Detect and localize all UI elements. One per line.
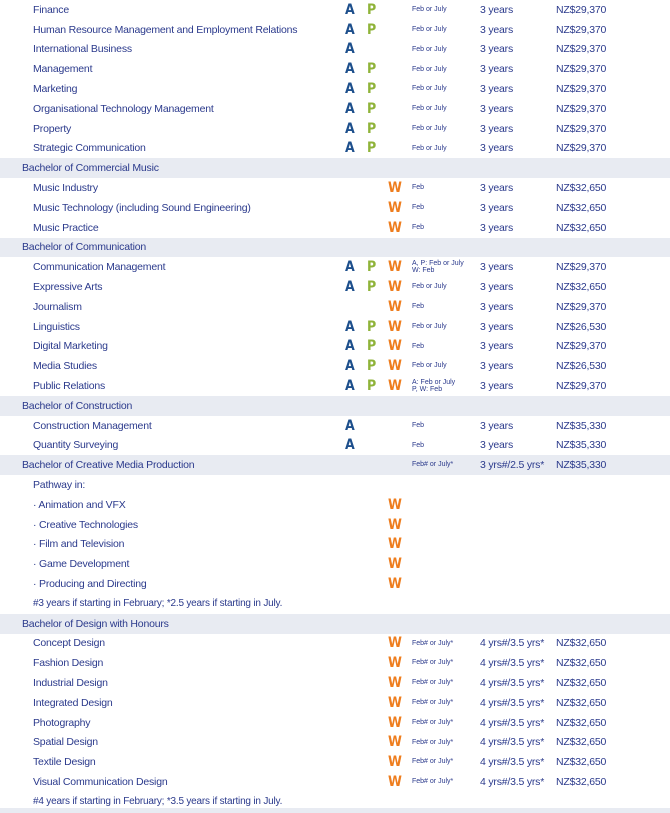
fee-cell: NZ$35,330 xyxy=(556,459,607,472)
programme-name: Media Studies xyxy=(33,360,97,373)
programme-row xyxy=(0,198,670,218)
duration-cell: 4 yrs#/3.5 yrs* xyxy=(480,637,545,650)
programme-name: Expressive Arts xyxy=(33,281,103,294)
intake-cell: Feb# or July* xyxy=(412,738,454,746)
fee-cell: NZ$29,370 xyxy=(556,83,607,96)
programme-row xyxy=(0,20,670,40)
intake-cell: Feb or July xyxy=(412,105,447,113)
degree-header-row xyxy=(0,158,670,178)
campus-p-marker: P xyxy=(367,318,377,335)
fee-cell: NZ$35,330 xyxy=(556,439,607,452)
intake-cell: Feb or July xyxy=(412,65,447,73)
duration-cell: 4 yrs#/3.5 yrs* xyxy=(480,657,545,670)
duration-cell: 3 years xyxy=(480,419,514,432)
programme-name: International Business xyxy=(33,43,132,56)
intake-cell: Feb# or July* xyxy=(412,679,454,687)
campus-p-marker: P xyxy=(367,1,377,18)
campus-w-marker: W xyxy=(388,714,402,731)
fee-cell: NZ$32,650 xyxy=(556,696,607,709)
duration-cell: 3 years xyxy=(480,43,514,56)
programme-row xyxy=(0,515,670,535)
campus-w-marker: W xyxy=(388,556,402,573)
duration-cell: 3 years xyxy=(480,340,514,353)
programme-name: · Creative Technologies xyxy=(33,518,138,531)
programme-name: Digital Marketing xyxy=(33,340,108,353)
fee-cell: NZ$35,330 xyxy=(556,419,607,432)
fee-cell: NZ$29,370 xyxy=(556,261,607,274)
intake-cell: Feb xyxy=(412,204,425,212)
table-bottom-band xyxy=(0,808,670,813)
campus-a-marker: A xyxy=(345,21,355,38)
campus-w-marker: W xyxy=(388,259,402,276)
campus-w-marker: W xyxy=(388,338,402,355)
fee-cell: NZ$32,650 xyxy=(556,736,607,749)
fee-cell: NZ$32,650 xyxy=(556,182,607,195)
duration-cell: 3 years xyxy=(480,360,514,373)
campus-a-marker: A xyxy=(345,1,355,18)
intake-cell: Feb or July xyxy=(412,85,447,93)
programme-name: Visual Communication Design xyxy=(33,775,168,788)
duration-cell: 3 years xyxy=(480,300,514,313)
duration-cell: 4 yrs#/3.5 yrs* xyxy=(480,756,545,769)
intake-cell: Feb# or July* xyxy=(412,758,454,766)
programme-name: Human Resource Management and Employment Relations xyxy=(33,23,298,36)
duration-cell: 3 years xyxy=(480,102,514,115)
campus-w-marker: W xyxy=(388,694,402,711)
programme-row xyxy=(0,732,670,752)
programme-row xyxy=(0,554,670,574)
programme-name: · Game Development xyxy=(33,558,130,571)
campus-p-marker: P xyxy=(367,81,377,98)
programme-name: Construction Management xyxy=(33,419,152,432)
fee-cell: NZ$29,370 xyxy=(556,300,607,313)
programme-name: Music Technology (including Sound Engineering) xyxy=(33,201,251,214)
duration-cell: 4 yrs#/3.5 yrs* xyxy=(480,716,545,729)
campus-w-marker: W xyxy=(388,279,402,296)
programme-row xyxy=(0,713,670,733)
fee-cell: NZ$32,650 xyxy=(556,716,607,729)
programme-row xyxy=(0,772,670,792)
duration-cell: 3 years xyxy=(480,281,514,294)
programme-row xyxy=(0,634,670,654)
campus-w-marker: W xyxy=(388,773,402,790)
fee-cell: NZ$29,370 xyxy=(556,102,607,115)
intake-cell: A: Feb or July P, W: Feb xyxy=(412,378,456,394)
degree-header-row xyxy=(0,455,670,475)
fee-cell: NZ$32,650 xyxy=(556,676,607,689)
fee-cell: NZ$29,370 xyxy=(556,142,607,155)
campus-a-marker: A xyxy=(345,259,355,276)
campus-p-marker: P xyxy=(367,378,377,395)
intake-cell: Feb or July xyxy=(412,322,447,330)
fee-cell: NZ$29,370 xyxy=(556,122,607,135)
programme-row xyxy=(0,59,670,79)
campus-w-marker: W xyxy=(388,674,402,691)
programme-row xyxy=(0,79,670,99)
intake-cell: Feb# or July* xyxy=(412,659,454,667)
campus-w-marker: W xyxy=(388,358,402,375)
campus-p-marker: P xyxy=(367,259,377,276)
intake-cell: Feb# or July* xyxy=(412,639,454,647)
programme-name: Integrated Design xyxy=(33,696,113,709)
campus-p-marker: P xyxy=(367,21,377,38)
campus-a-marker: A xyxy=(345,378,355,395)
campus-a-marker: A xyxy=(345,318,355,335)
campus-a-marker: A xyxy=(345,338,355,355)
programme-name: Management xyxy=(33,63,93,76)
programme-row xyxy=(0,752,670,772)
intake-cell: Feb or July xyxy=(412,45,447,53)
duration-cell: 3 years xyxy=(480,201,514,214)
campus-p-marker: P xyxy=(367,358,377,375)
programme-row xyxy=(0,0,670,20)
programme-row xyxy=(0,99,670,119)
fee-cell: NZ$29,370 xyxy=(556,340,607,353)
fee-cell: NZ$32,650 xyxy=(556,657,607,670)
campus-p-marker: P xyxy=(367,100,377,117)
degree-header-row xyxy=(0,614,670,634)
footnote-row xyxy=(0,594,670,614)
duration-cell: 4 yrs#/3.5 yrs* xyxy=(480,736,545,749)
campus-p-marker: P xyxy=(367,61,377,78)
programme-name: Quantity Surveying xyxy=(33,439,119,452)
campus-p-marker: P xyxy=(367,120,377,137)
programme-name: Finance xyxy=(33,3,69,16)
programme-name: Music Industry xyxy=(33,182,98,195)
intake-cell: Feb xyxy=(412,342,425,350)
duration-cell: 3 years xyxy=(480,142,514,155)
campus-a-marker: A xyxy=(345,358,355,375)
programme-name: Pathway in: xyxy=(33,479,86,492)
programme-row xyxy=(0,139,670,159)
degree-name: Bachelor of Construction xyxy=(22,399,133,412)
intake-cell: Feb xyxy=(412,184,425,192)
intake-cell: Feb xyxy=(412,441,425,449)
intake-cell: Feb or July xyxy=(412,362,447,370)
fee-cell: NZ$32,650 xyxy=(556,221,607,234)
campus-w-marker: W xyxy=(388,516,402,533)
intake-cell: Feb xyxy=(412,303,425,311)
programme-row xyxy=(0,178,670,198)
intake-cell: Feb# or July* xyxy=(412,778,454,786)
campus-w-marker: W xyxy=(388,496,402,513)
programme-row xyxy=(0,495,670,515)
campus-w-marker: W xyxy=(388,298,402,315)
fee-cell: NZ$29,370 xyxy=(556,63,607,76)
duration-cell: 3 years xyxy=(480,380,514,393)
footnote-text: #4 years if starting in February; *3.5 years if starting in July. xyxy=(33,796,283,808)
campus-a-marker: A xyxy=(345,279,355,296)
duration-cell: 3 years xyxy=(480,221,514,234)
duration-cell: 4 yrs#/3.5 yrs* xyxy=(480,696,545,709)
intake-cell: Feb or July xyxy=(412,144,447,152)
programme-row xyxy=(0,277,670,297)
programme-name: · Animation and VFX xyxy=(33,498,126,511)
intake-cell: Feb or July xyxy=(412,25,447,33)
programme-name: Strategic Communication xyxy=(33,142,146,155)
campus-a-marker: A xyxy=(345,417,355,434)
campus-w-marker: W xyxy=(388,180,402,197)
programme-name: Communication Management xyxy=(33,261,166,274)
programme-row xyxy=(0,297,670,317)
programme-row xyxy=(0,337,670,357)
degree-name: Bachelor of Creative Media Production xyxy=(22,459,195,472)
intake-cell: Feb xyxy=(412,223,425,231)
programme-row xyxy=(0,475,670,495)
duration-cell: 4 yrs#/3.5 yrs* xyxy=(480,775,545,788)
programme-row xyxy=(0,693,670,713)
duration-cell: 4 yrs#/3.5 yrs* xyxy=(480,676,545,689)
duration-cell: 3 years xyxy=(480,439,514,452)
campus-a-marker: A xyxy=(345,100,355,117)
programme-name: Textile Design xyxy=(33,756,96,769)
degree-name: Bachelor of Design with Honours xyxy=(22,617,169,630)
programme-name: Public Relations xyxy=(33,380,106,393)
degree-header-row xyxy=(0,238,670,258)
programme-row xyxy=(0,356,670,376)
campus-a-marker: A xyxy=(345,61,355,78)
campus-w-marker: W xyxy=(388,318,402,335)
fee-cell: NZ$29,370 xyxy=(556,3,607,16)
campus-a-marker: A xyxy=(345,140,355,157)
programme-name: Industrial Design xyxy=(33,676,108,689)
programme-name: · Film and Television xyxy=(33,538,125,551)
campus-w-marker: W xyxy=(388,378,402,395)
footnote-text: #3 years if starting in February; *2.5 years if starting in July. xyxy=(33,598,283,610)
duration-cell: 3 years xyxy=(480,122,514,135)
programme-row xyxy=(0,317,670,337)
campus-w-marker: W xyxy=(388,536,402,553)
intake-cell: Feb or July xyxy=(412,124,447,132)
programme-row xyxy=(0,673,670,693)
programme-name: Music Practice xyxy=(33,221,99,234)
intake-cell: Feb# or July* xyxy=(412,699,454,707)
intake-cell: Feb# or July* xyxy=(412,461,454,469)
duration-cell: 3 yrs#/2.5 yrs* xyxy=(480,459,545,472)
campus-w-marker: W xyxy=(388,635,402,652)
programme-name: Fashion Design xyxy=(33,657,104,670)
duration-cell: 3 years xyxy=(480,3,514,16)
programme-row xyxy=(0,574,670,594)
fee-cell: NZ$29,370 xyxy=(556,23,607,36)
programme-name: Concept Design xyxy=(33,637,105,650)
campus-w-marker: W xyxy=(388,576,402,592)
duration-cell: 3 years xyxy=(480,261,514,274)
degree-header-row xyxy=(0,396,670,416)
campus-w-marker: W xyxy=(388,655,402,672)
programme-name: Spatial Design xyxy=(33,736,98,749)
duration-cell: 3 years xyxy=(480,83,514,96)
duration-cell: 3 years xyxy=(480,63,514,76)
programme-row xyxy=(0,119,670,139)
fee-cell: NZ$26,530 xyxy=(556,360,607,373)
fee-cell: NZ$32,650 xyxy=(556,637,607,650)
campus-p-marker: P xyxy=(367,338,377,355)
fee-cell: NZ$32,650 xyxy=(556,775,607,788)
programme-name: Property xyxy=(33,122,72,135)
duration-cell: 3 years xyxy=(480,182,514,195)
intake-cell: Feb xyxy=(412,421,425,429)
intake-cell: Feb or July xyxy=(412,6,447,14)
programme-row xyxy=(0,218,670,238)
campus-a-marker: A xyxy=(345,81,355,98)
campus-a-marker: A xyxy=(345,437,355,454)
campus-w-marker: W xyxy=(388,734,402,751)
intake-cell: Feb or July xyxy=(412,283,447,291)
campus-w-marker: W xyxy=(388,219,402,236)
degree-name: Bachelor of Communication xyxy=(22,241,146,254)
fee-cell: NZ$29,370 xyxy=(556,380,607,393)
campus-w-marker: W xyxy=(388,199,402,216)
programme-row xyxy=(0,376,670,396)
fee-cell: NZ$32,650 xyxy=(556,756,607,769)
programme-name: Linguistics xyxy=(33,320,80,333)
fee-cell: NZ$32,650 xyxy=(556,281,607,294)
programme-row xyxy=(0,40,670,60)
campus-p-marker: P xyxy=(367,279,377,296)
programme-row xyxy=(0,653,670,673)
degree-name: Bachelor of Commercial Music xyxy=(22,162,159,175)
intake-cell: Feb# or July* xyxy=(412,718,454,726)
programme-name: Photography xyxy=(33,716,91,729)
duration-cell: 3 years xyxy=(480,320,514,333)
duration-cell: 3 years xyxy=(480,23,514,36)
campus-a-marker: A xyxy=(345,120,355,137)
programme-row xyxy=(0,257,670,277)
programme-name: · Producing and Directing xyxy=(33,578,147,590)
fee-cell: NZ$32,650 xyxy=(556,201,607,214)
programme-row xyxy=(0,416,670,436)
fee-cell: NZ$29,370 xyxy=(556,43,607,56)
campus-a-marker: A xyxy=(345,41,355,58)
programme-name: Journalism xyxy=(33,300,82,313)
intake-cell: A, P: Feb or July W: Feb xyxy=(412,259,464,275)
programme-name: Organisational Technology Management xyxy=(33,102,214,115)
programme-row xyxy=(0,436,670,456)
programme-name: Marketing xyxy=(33,83,78,96)
fee-cell: NZ$26,530 xyxy=(556,320,607,333)
campus-p-marker: P xyxy=(367,140,377,157)
programme-row xyxy=(0,535,670,555)
campus-w-marker: W xyxy=(388,754,402,771)
